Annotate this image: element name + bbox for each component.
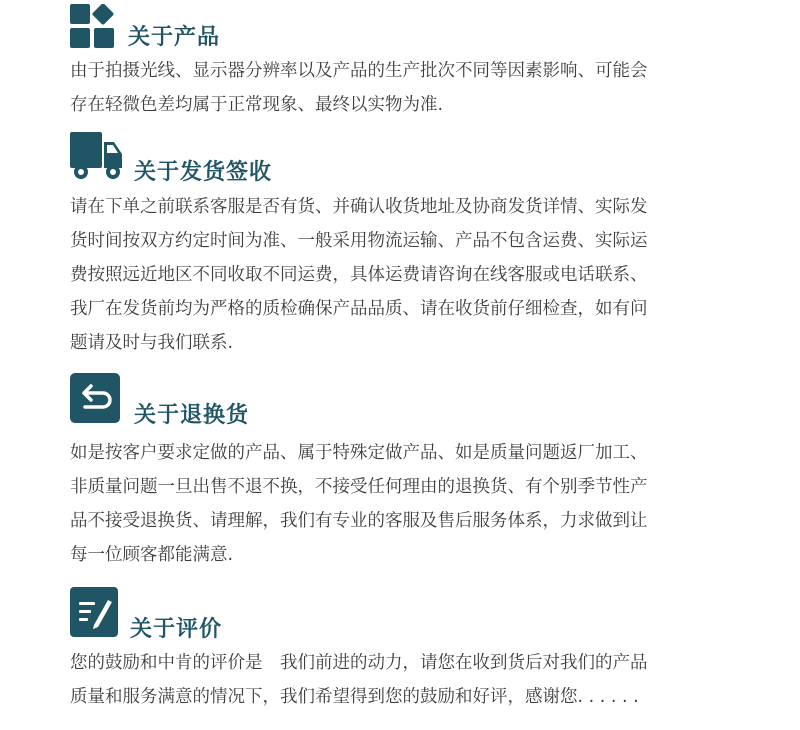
section-body bbox=[70, 190, 750, 360]
grid-blocks-icon bbox=[70, 4, 118, 48]
body-line: 货时间按双方约定时间为准、一般采用物流运输、产品不包含运费、实际运 bbox=[70, 231, 648, 251]
body-line: 请在下单之前联系客服是否有货、并确认收货地址及协商发货详情、实际发 bbox=[70, 197, 648, 217]
section-body bbox=[70, 54, 750, 122]
section-body bbox=[70, 436, 750, 572]
section-title: 关于发货签收 bbox=[134, 160, 273, 185]
return-arrow-icon bbox=[70, 373, 120, 423]
body-line: 您的鼓励和中肯的评价是 我们前进的动力，请您在收到货后对我们的产品 bbox=[70, 653, 648, 673]
body-line: 题请及时与我们联系. bbox=[70, 333, 234, 353]
body-line: 每一位顾客都能满意. bbox=[70, 545, 234, 565]
body-line: 费按照远近地区不同收取不同运费，具体运费请咨询在线客服或电话联系、 bbox=[70, 265, 648, 285]
section-title: 关于产品 bbox=[128, 25, 221, 50]
section-title: 关于评价 bbox=[130, 617, 223, 642]
edit-review-icon bbox=[70, 587, 118, 637]
body-line: 品不接受退换货、请理解，我们有专业的客服及售后服务体系，力求做到让 bbox=[70, 511, 648, 531]
body-line: 由于拍摄光线、显示器分辨率以及产品的生产批次不同等因素影响、可能会 bbox=[70, 61, 648, 81]
section-body bbox=[70, 646, 750, 714]
body-line: 存在轻微色差均属于正常现象、最终以实物为准. bbox=[70, 95, 444, 115]
body-line: 如是按客户要求定做的产品、属于特殊定做产品、如是质量问题返厂加工、 bbox=[70, 443, 648, 463]
delivery-truck-icon bbox=[70, 132, 124, 182]
section-title: 关于退换货 bbox=[134, 403, 250, 428]
body-line: 我厂在发货前均为严格的质检确保产品品质、请在收货前仔细检查，如有问 bbox=[70, 299, 648, 319]
body-line: 非质量问题一旦出售不退不换，不接受任何理由的退换货、有个别季节性产 bbox=[70, 477, 648, 497]
body-line: 质量和服务满意的情况下，我们希望得到您的鼓励和好评，感谢您. . . . . . bbox=[70, 687, 639, 707]
